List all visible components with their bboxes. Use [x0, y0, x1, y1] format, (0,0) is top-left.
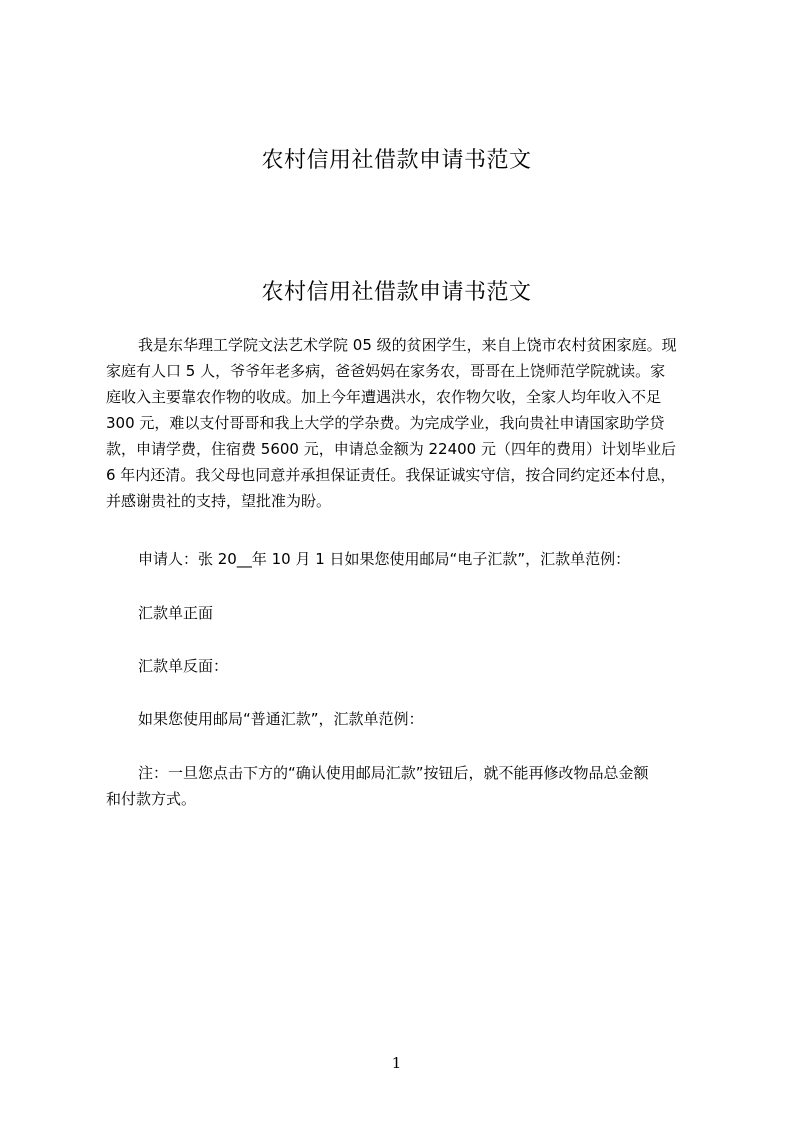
remit-front-line: 汇款单正面	[138, 604, 214, 622]
body-paragraph	[106, 332, 706, 514]
applicant-paragraph	[106, 546, 706, 572]
note-paragraph	[106, 760, 706, 812]
body-line: 我是东华理工学院文法艺术学院 05 级的贫困学生，来自上饶市农村贫困家庭。现	[138, 336, 677, 354]
remit-back-line: 汇款单反面：	[138, 657, 229, 675]
remit-back-paragraph	[106, 653, 706, 679]
body-line: 6 年内还清。我父母也同意并承担保证责任。我保证诚实守信，按合同约定还本付息，	[106, 466, 676, 484]
note-line: 和付款方式。	[106, 790, 197, 808]
body-line: 家庭有人口 5 人，爷爷年老多病，爸爸妈妈在家务农，哥哥在上饶师范学院就读。家	[106, 362, 666, 380]
applicant-line: 申请人：张 20__年 10 月 1 日如果您使用邮局“电子汇款”，汇款单范例：	[138, 550, 631, 568]
remit-front-paragraph	[106, 600, 706, 626]
page-number: 1	[391, 1054, 402, 1072]
normal-remit-paragraph	[106, 706, 706, 732]
body-line: 庭收入主要靠农作物的收成。加上今年遭遇洪水，农作物欠收，全家人均年收入不足	[106, 388, 662, 406]
document-title-top: 农村信用社借款申请书范文	[261, 148, 532, 173]
note-line: 注：一旦您点击下方的“确认使用邮局汇款”按钮后，就不能再修改物品总金额	[138, 764, 649, 782]
document-title-main: 农村信用社借款申请书范文	[261, 280, 532, 305]
normal-remit-line: 如果您使用邮局“普通汇款”，汇款单范例：	[138, 710, 424, 728]
body-line: 300 元，难以支付哥哥和我上大学的学杂费。为完成学业，我向贵社申请国家助学贷	[106, 414, 665, 432]
body-line: 并感谢贵社的支持，望批准为盼。	[106, 492, 332, 510]
body-line: 款，申请学费，住宿费 5600 元，申请总金额为 22400 元（四年的费用）计划毕业后	[106, 440, 676, 458]
